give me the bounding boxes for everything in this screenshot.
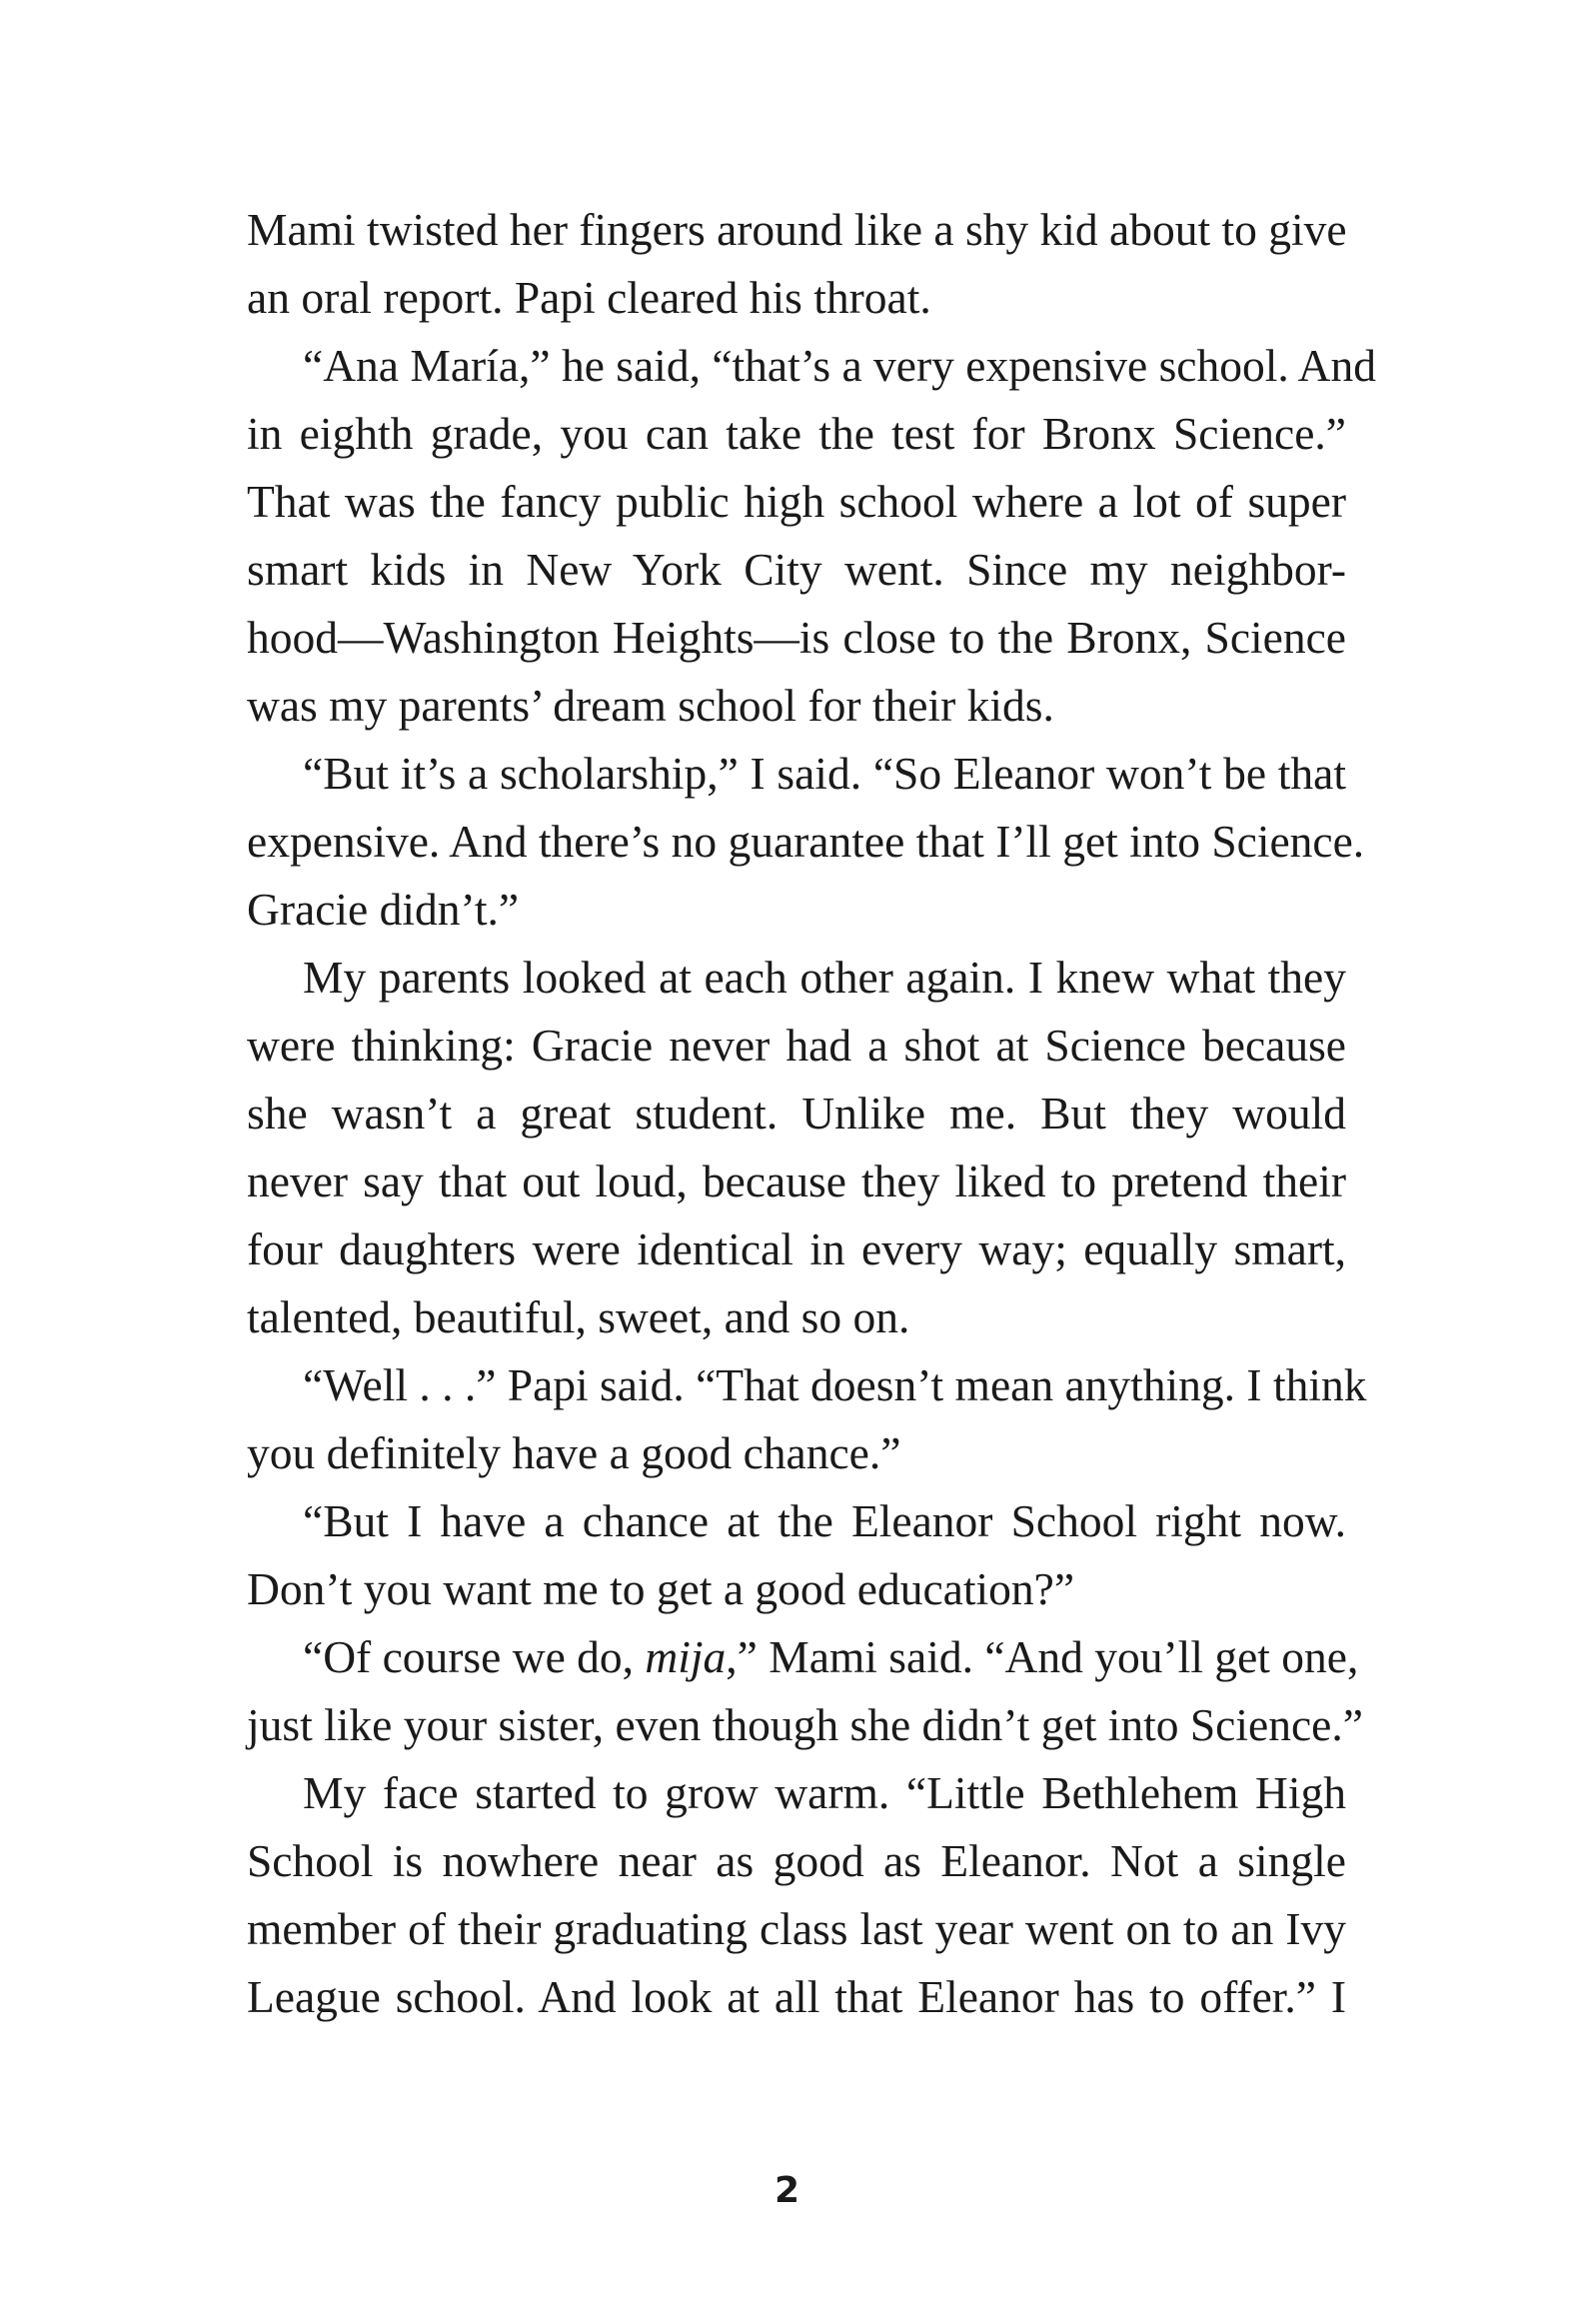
text-line: League school. And look at all that Eleanor has to offer.” I [247,1971,1346,2022]
text-line: you definitely have a good chance.” [247,1427,901,1478]
text-line: hood—Washington Heights—is close to the Bronx, Science [247,612,1346,663]
text-line: she wasn’t a great student. Unlike me. But they would [247,1088,1346,1139]
text-line: Gracie didn’t.” [247,884,520,935]
text-line: in eighth grade, you can take the test for Bronx Science.” [247,408,1346,459]
text-line: just like your sister, even though she didn’t get into Science.” [247,1699,1363,1750]
text-line: talented, beautiful, sweet, and so on. [247,1291,910,1342]
text-line: an oral report. Papi cleared his throat. [247,272,931,323]
text-line: was my parents’ dream school for their kids. [247,680,1054,731]
text-line: “Ana María,” he said, “that’s a very expensive school. And [303,340,1376,391]
text-line: were thinking: Gracie never had a shot at Science because [247,1020,1346,1071]
text-line: “Well . . .” Papi said. “That doesn’t mean anything. I think [303,1359,1367,1410]
text-line: School is nowhere near as good as Eleanor. Not a single [247,1835,1346,1886]
text-line: expensive. And there’s no guarantee that I’ll get into Science. [247,816,1365,867]
text-line: four daughters were identical in every way; equally smart, [247,1223,1346,1274]
text-line: Mami twisted her fingers around like a shy kid about to give [247,204,1347,255]
text-line: That was the fancy public high school where a lot of super [247,476,1346,527]
body-text [247,196,1376,2031]
text-line: never say that out loud, because they liked to pretend their [247,1156,1346,1206]
text-line: Don’t you want me to get a good education?” [247,1563,1075,1614]
text-line: “Of course we do, mija,” Mami said. “And you’ll get one, [303,1631,1359,1682]
text-line: “But it’s a scholarship,” I said. “So Eleanor won’t be that [303,748,1346,799]
text-line: member of their graduating class last year went on to an Ivy [247,1903,1346,1954]
text-line: “But I have a chance at the Eleanor School right now. [303,1495,1346,1546]
text-line: My parents looked at each other again. I knew what they [303,952,1346,1003]
text-line: smart kids in New York City went. Since my neighbor- [247,544,1346,595]
text-line: My face started to grow warm. “Little Bethlehem High [303,1767,1346,1818]
page-number: 2 [774,2170,800,2211]
